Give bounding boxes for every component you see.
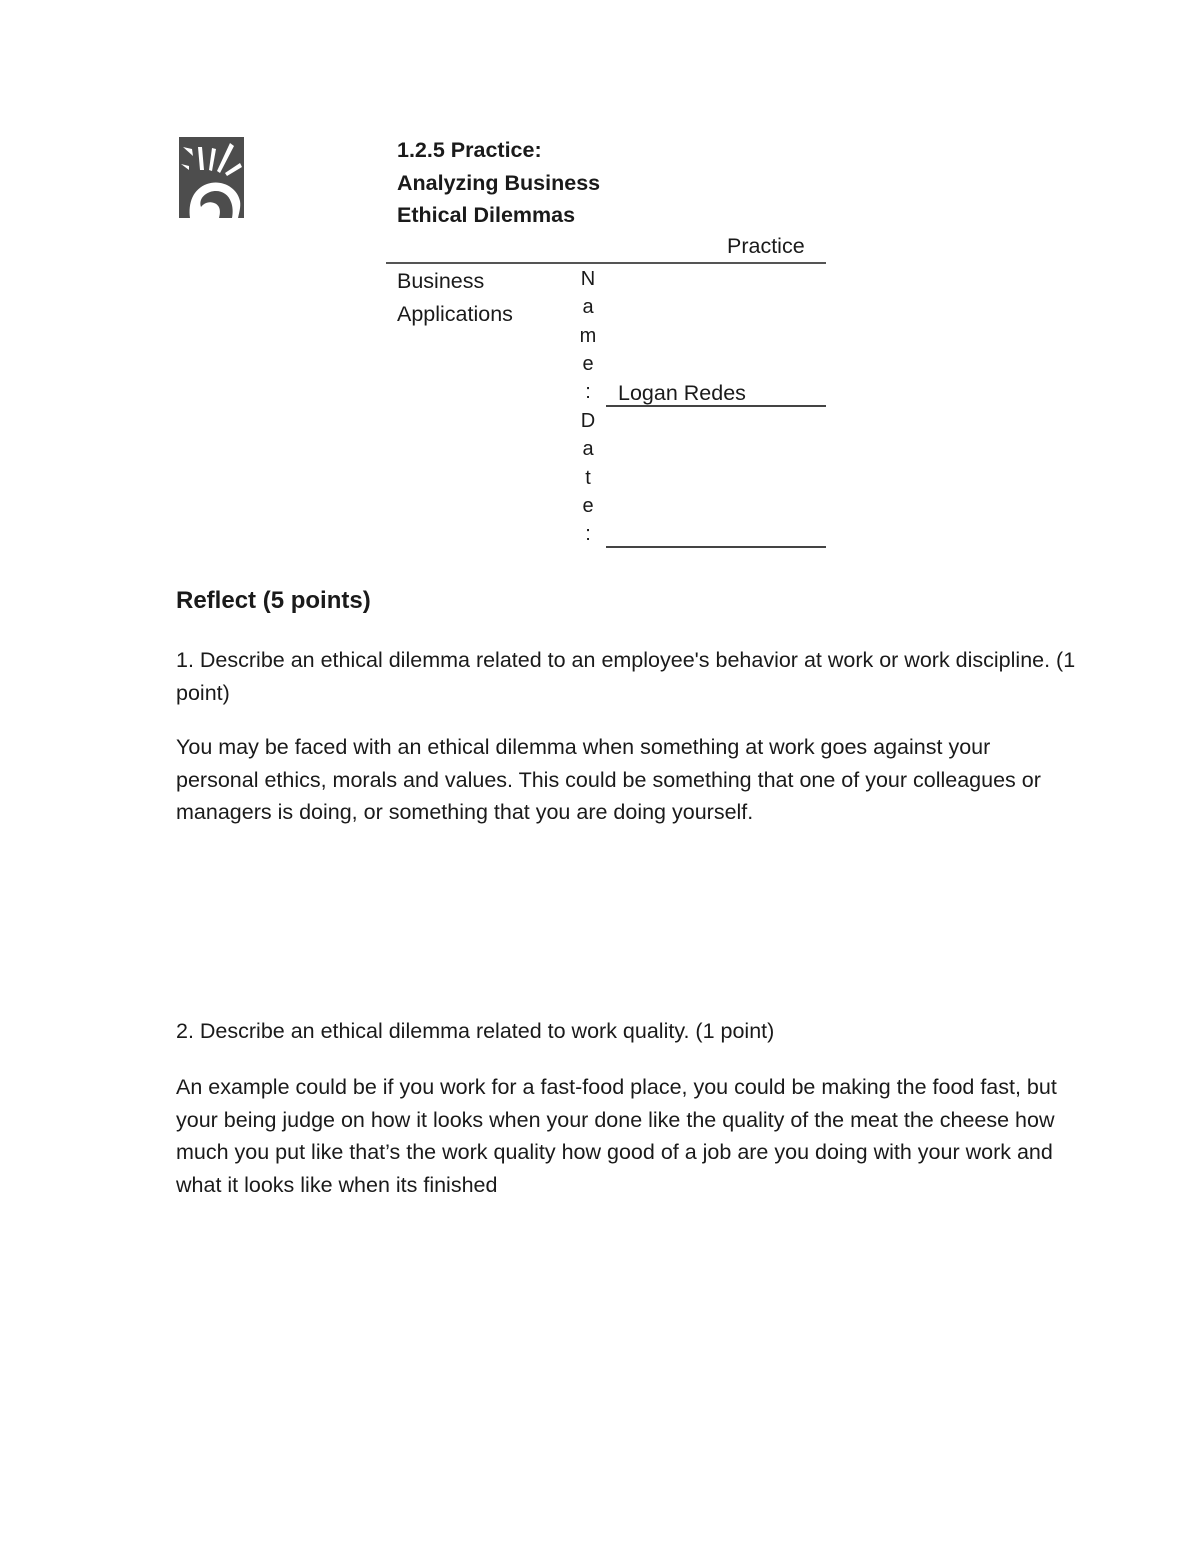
label-char: D [580, 410, 596, 432]
date-label [574, 407, 602, 548]
name-field-value[interactable]: Logan Redes [618, 381, 746, 405]
date-field-underline [606, 546, 826, 548]
label-char: a [582, 296, 594, 319]
label-char: : [585, 381, 591, 404]
question-2-prompt: 2. Describe an ethical dilemma related to work quality. (1 point) [176, 1019, 775, 1043]
label-char: m [579, 324, 597, 347]
label-char: e [582, 352, 594, 375]
label-char: N [580, 268, 596, 290]
assignment-title: 1.2.5 Practice: Analyzing Business Ethical Dilemmas [397, 138, 601, 227]
header-divider [386, 262, 826, 264]
question-2-answer[interactable]: An example could be if you work for a fast-food place, you could be making the food fast, but your being judge on how it looks when your done like the quality of the meat the cheese how much you put like that’s the work quality how good of a job are you doing with your work and what it looks like when its finished [176, 1075, 1057, 1197]
section-heading: Reflect (5 points) [176, 587, 371, 614]
question-1-prompt: 1. Describe an ethical dilemma related to an employee's behavior at work or work discipline. (1 point) [176, 648, 1076, 705]
label-char: : [585, 523, 591, 546]
course-name: Business Applications [397, 269, 513, 326]
sunburst-head-logo-icon [179, 137, 244, 218]
name-label [574, 265, 602, 406]
label-char: t [585, 466, 591, 489]
name-field-underline [606, 405, 826, 407]
label-char: a [582, 438, 594, 461]
question-1-answer[interactable]: You may be faced with an ethical dilemma when something at work goes against your personal ethics, morals and values. This could be something that one of your colleagues or managers is doing, or something that you are doing yourself. [176, 735, 1041, 824]
document-type-label: Practice [727, 234, 805, 258]
label-char: e [582, 494, 594, 517]
